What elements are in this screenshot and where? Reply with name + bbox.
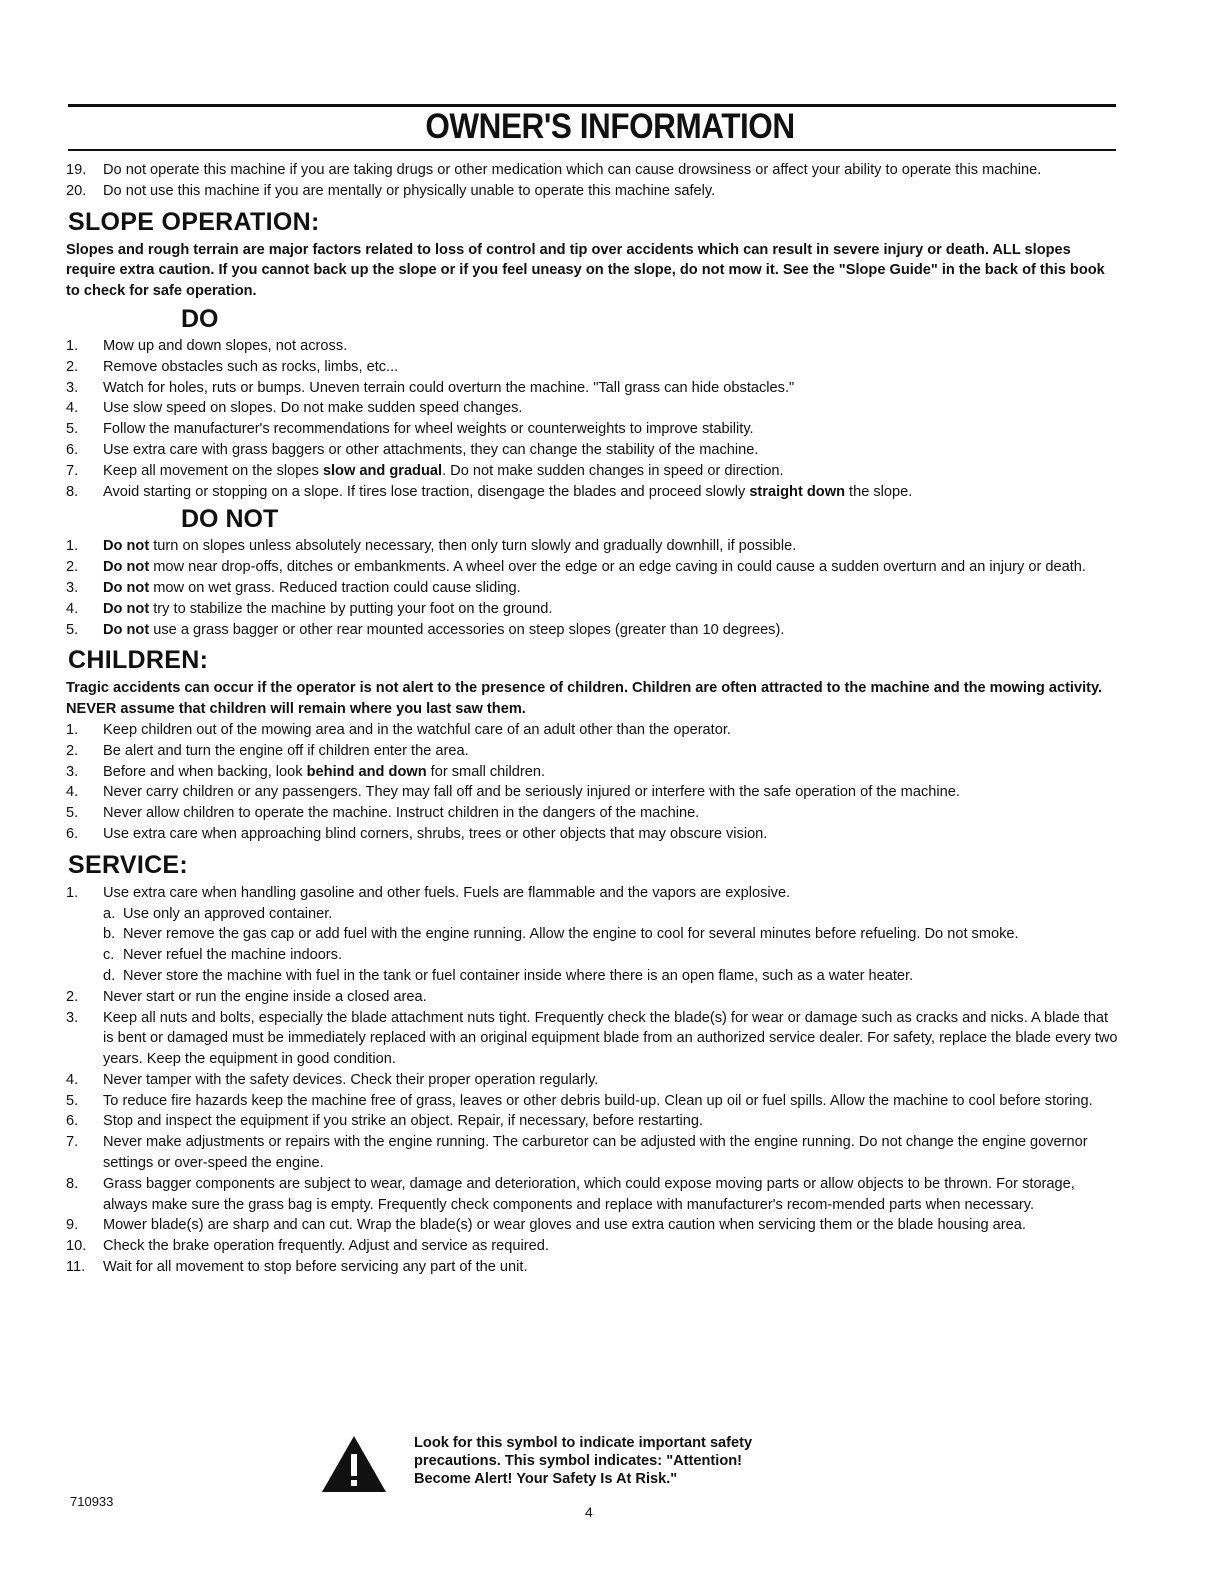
list-item: 2. Never start or run the engine inside a closed area.: [66, 988, 427, 1005]
list-item: 8. Grass bagger components are subject to wear, damage and deterioration, which could expose moving parts or allow objects to be thrown. For storage, always make sure the grass bag is empty. Frequently check components and replace with manufacturer's recom-mended parts when necessary.: [66, 1175, 1075, 1213]
list-item: 1. Keep children out of the mowing area and in the watchful care of an adult other than the operator.: [66, 721, 731, 738]
slope-warning: Slopes and rough terrain are major factors related to loss of control and tip over accidents which can result in severe injury or death. ALL slopes require extra caution. If you cannot back up the slope or if you feel uneasy on the slope, do not mow it. See the "Slope Guide" in the back of this book to check for safe operation.: [66, 241, 1105, 300]
notice-line: Look for this symbol to indicate important safety: [414, 1435, 753, 1451]
page-title: OWNER'S INFORMATION: [425, 107, 795, 146]
list-item: a. Use only an approved container.: [103, 905, 333, 922]
list-item: 4. Never carry children or any passengers. They may fall off and be seriously injured or interfere with the safe operation of the machine.: [66, 784, 960, 801]
donot-heading: DO NOT: [181, 505, 279, 534]
safety-notice: [320, 1434, 840, 1494]
children-heading: CHILDREN:: [68, 646, 209, 675]
do-list: [66, 336, 1118, 502]
list-item: 5. Do not use a grass bagger or other rear mounted accessories on steep slopes (greater than 10 degrees).: [66, 621, 785, 638]
list-item: d. Never store the machine with fuel in the tank or fuel container inside where there is an open flame, such as a water heater.: [103, 967, 914, 984]
list-item: 1. Mow up and down slopes, not across.: [66, 337, 348, 354]
list-item: 3. Do not mow on wet grass. Reduced traction could cause sliding.: [66, 579, 521, 596]
notice-line: Become Alert! Your Safety Is At Risk.": [414, 1471, 678, 1487]
list-item: 3. Keep all nuts and bolts, especially the blade attachment nuts tight. Frequently check the blade(s) for wear or damage such as cracks and nicks. A blade that is bent or damaged must be immediately replaced with an original equipment blade from an authorized service dealer. For safety, replace the blade every two years. Keep the equipment in good condition.: [66, 1009, 1118, 1068]
children-list: [66, 720, 1118, 845]
list-item: 9. Mower blade(s) are sharp and can cut. Wrap the blade(s) or wear gloves and use extra caution when servicing them or the blade housing area.: [66, 1217, 1026, 1234]
service-heading: SERVICE:: [68, 850, 189, 879]
do-heading: DO: [181, 304, 219, 333]
list-item: 5. To reduce fire hazards keep the machine free of grass, leaves or other debris build-up. Clean up oil or fuel spills. Allow the machine to cool before storing.: [66, 1092, 1093, 1109]
list-item: 10. Check the brake operation frequently. Adjust and service as required.: [66, 1238, 549, 1255]
slope-heading: SLOPE OPERATION:: [68, 207, 320, 236]
title-underline: [68, 149, 1116, 151]
list-item: 2. Do not mow near drop-offs, ditches or embankments. A wheel over the edge or an edge caving in could cause a sudden overturn and an injury or death.: [66, 559, 1086, 576]
list-item: 3. Before and when backing, look behind and down for small children.: [66, 763, 546, 780]
children-warning: Tragic accidents can occur if the operator is not alert to the presence of children. Children are often attracted to the machine and the mowing activity. NEVER assume that children will remain where you last saw them.: [66, 680, 1103, 718]
list-item: 1. Use extra care when handling gasoline and other fuels. Fuels are flammable and the vapors are explosive. a. Use only an approved container. b. Never remove the gas cap or add fuel with the engine running. Allow the engine to cool for several minutes before refueling. Do not smoke. c. Never refuel the machine indoors. d. Never store the machine with fuel in the tank or fuel container inside where there is an open flame, such as a water heater.: [66, 883, 1118, 987]
list-item: 4. Use slow speed on slopes. Do not make sudden speed changes.: [66, 400, 523, 417]
service-list: [66, 883, 1118, 1278]
list-item: 6. Use extra care when approaching blind corners, shrubs, trees or other objects that may obscure vision.: [66, 825, 768, 842]
list-item: 4. Never tamper with the safety devices. Check their proper operation regularly.: [66, 1071, 599, 1088]
list-item: 20. Do not use this machine if you are mentally or physically unable to operate this machine safely.: [66, 182, 716, 199]
list-item: 8. Avoid starting or stopping on a slope. If tires lose traction, disengage the blades and proceed slowly straight down the slope.: [66, 483, 913, 500]
list-item: 4. Do not try to stabilize the machine by putting your foot on the ground.: [66, 600, 553, 617]
list-item: 5. Follow the manufacturer's recommendations for wheel weights or counterweights to improve stability.: [66, 421, 754, 438]
list-item: 7. Keep all movement on the slopes slow and gradual. Do not make sudden changes in speed or direction.: [66, 462, 784, 479]
notice-text: [414, 1434, 752, 1488]
list-item: 7. Never make adjustments or repairs with the engine running. The carburetor can be adjusted with the engine running. Do not change the engine governor settings or over-speed the engine.: [66, 1134, 1088, 1172]
intro-list: [66, 160, 1118, 202]
list-item: b. Never remove the gas cap or add fuel with the engine running. Allow the engine to cool for several minutes before refueling. Do not smoke.: [103, 926, 1019, 943]
warning-triangle-icon: [320, 1434, 388, 1494]
document-number: 710933: [70, 1494, 114, 1509]
list-item: 6. Use extra care with grass baggers or other attachments, they can change the stability of the machine.: [66, 441, 759, 458]
page-number: 4: [585, 1504, 593, 1520]
notice-line: precautions. This symbol indicates: "Attention!: [414, 1453, 743, 1469]
list-item: 2. Remove obstacles such as rocks, limbs, etc...: [66, 358, 399, 375]
fuel-sublist: [103, 904, 1118, 987]
list-item: 2. Be alert and turn the engine off if children enter the area.: [66, 742, 469, 759]
list-item: 1. Do not turn on slopes unless absolutely necessary, then only turn slowly and gradually downhill, if possible.: [66, 538, 797, 555]
list-item: 3. Watch for holes, ruts or bumps. Uneven terrain could overturn the machine. "Tall grass can hide obstacles.": [66, 379, 795, 396]
list-item: 5. Never allow children to operate the machine. Instruct children in the dangers of the machine.: [66, 805, 700, 822]
list-item: 19. Do not operate this machine if you are taking drugs or other medication which can cause drowsiness or affect your ability to operate this machine.: [66, 162, 1042, 178]
list-item: 6. Stop and inspect the equipment if you strike an object. Repair, if necessary, before restarting.: [66, 1113, 704, 1130]
donot-list: [66, 536, 1118, 640]
list-item: 11. Wait for all movement to stop before servicing any part of the unit.: [66, 1259, 528, 1276]
main-content: [66, 160, 1118, 1278]
list-item: c. Never refuel the machine indoors.: [103, 947, 343, 964]
